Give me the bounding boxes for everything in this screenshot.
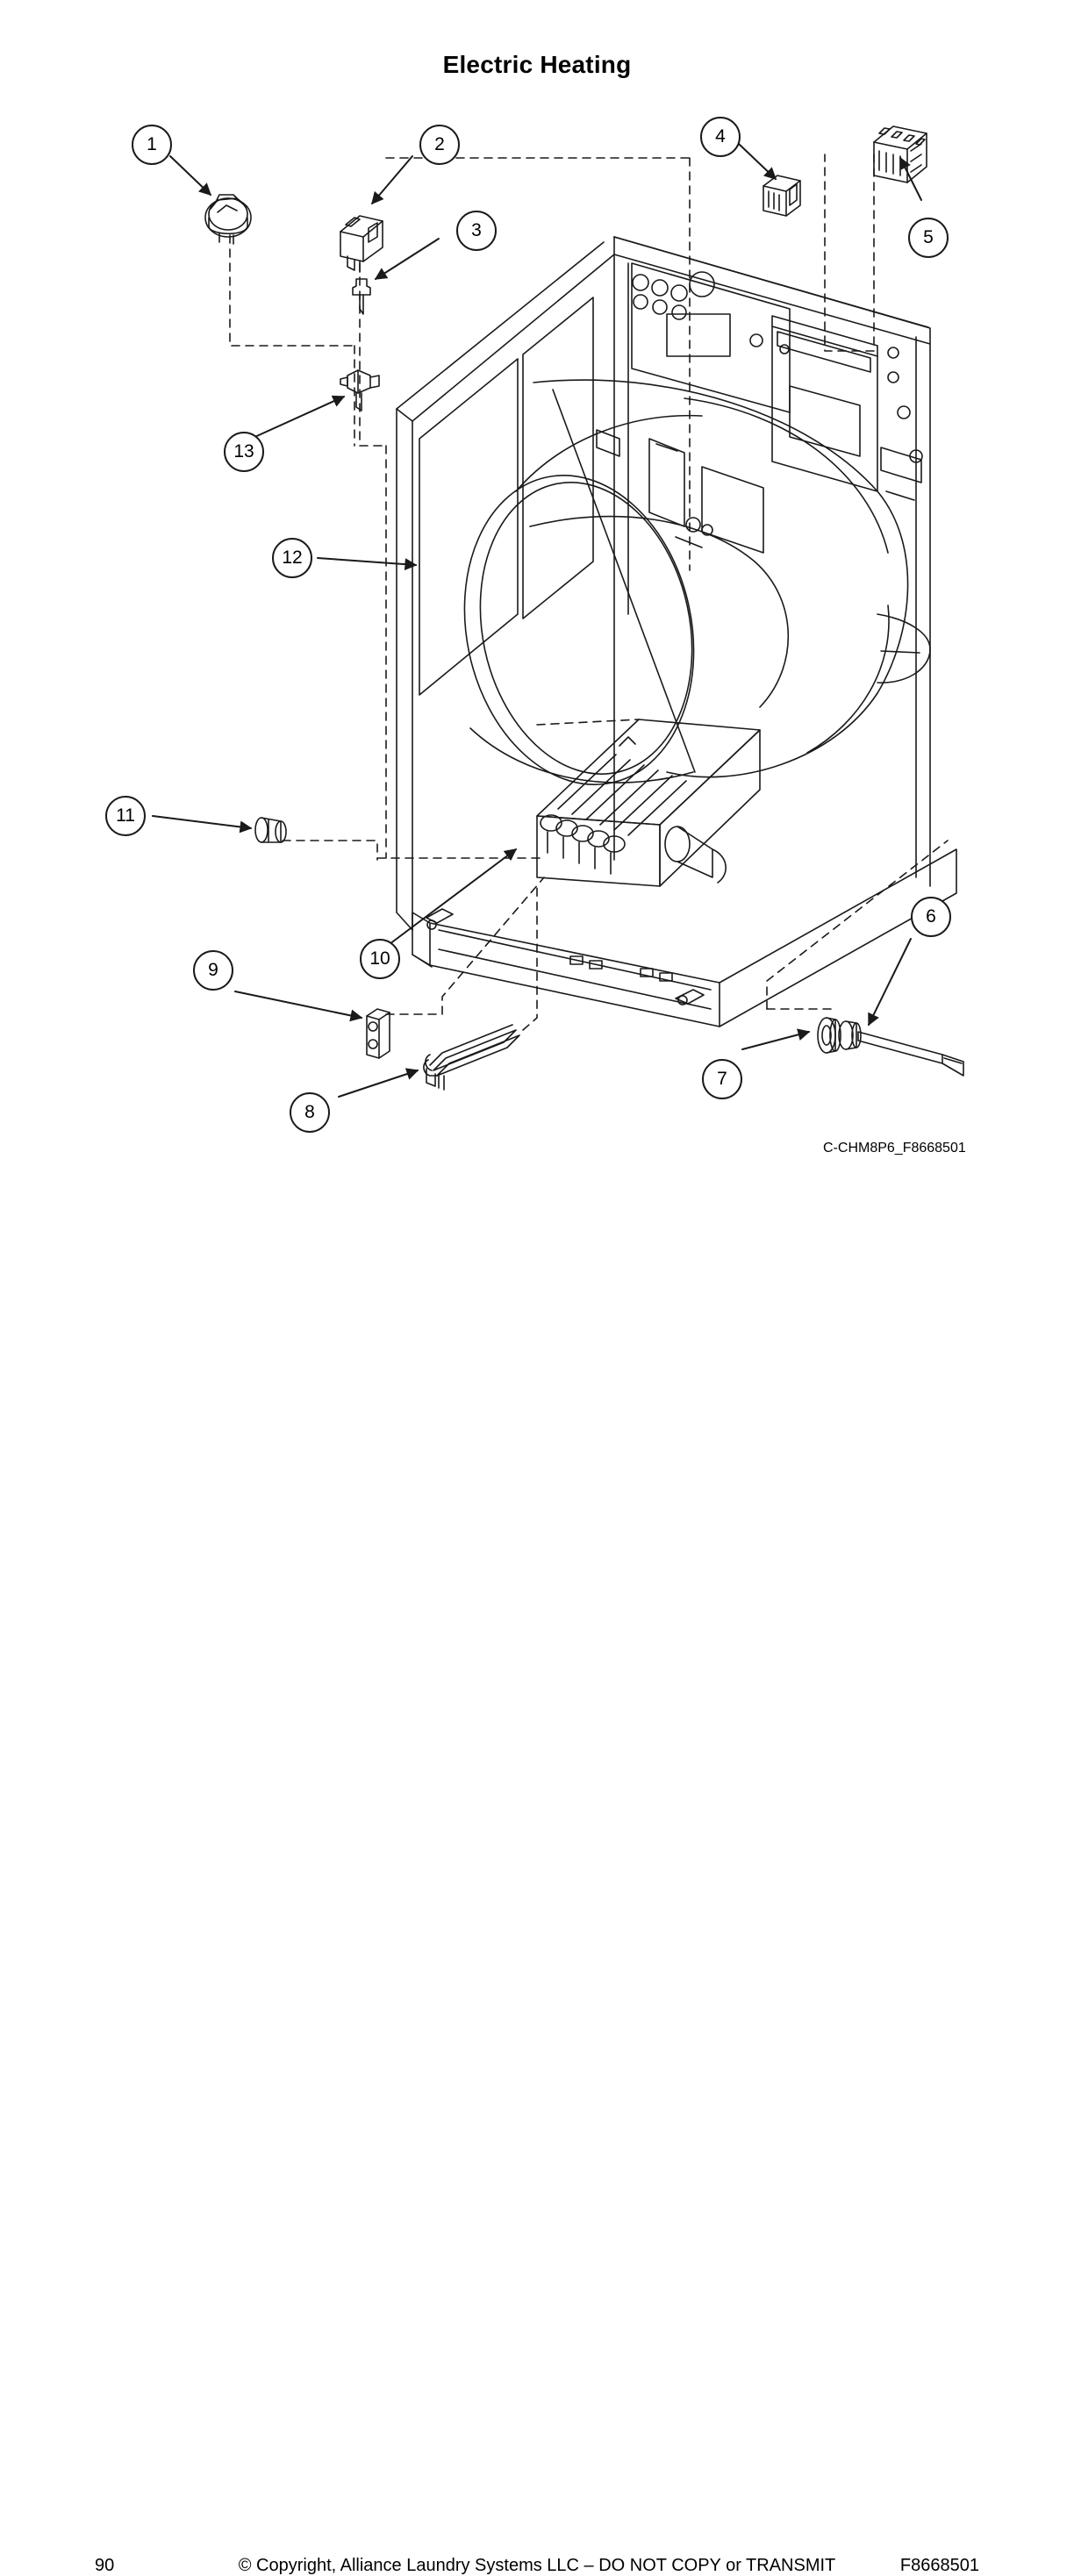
callout-11[interactable]: [105, 796, 146, 836]
callout-10[interactable]: [360, 939, 400, 979]
callout-label: 1: [147, 134, 157, 154]
callout-label: 5: [923, 227, 934, 247]
callout-label: 12: [282, 547, 303, 568]
callout-label: 10: [369, 948, 390, 969]
callout-7[interactable]: [702, 1059, 742, 1099]
page-number: 90: [95, 2556, 115, 2575]
callout-label: 7: [717, 1069, 727, 1089]
callout-1[interactable]: [132, 125, 172, 165]
callout-3[interactable]: [456, 211, 497, 251]
callout-8[interactable]: [290, 1092, 330, 1133]
callout-label: 6: [926, 906, 936, 927]
callout-label: 8: [304, 1102, 315, 1122]
callout-4[interactable]: [700, 117, 741, 157]
callout-label: 2: [434, 134, 445, 154]
callout-5[interactable]: [908, 218, 949, 258]
callout-label: 9: [208, 960, 218, 980]
callout-6[interactable]: [911, 897, 951, 937]
callout-label: 11: [116, 805, 135, 826]
callout-label: 13: [233, 441, 254, 462]
callout-2[interactable]: [419, 125, 460, 165]
callout-13[interactable]: [224, 432, 264, 472]
callout-9[interactable]: [193, 950, 233, 991]
callout-label: 4: [715, 126, 726, 147]
drawing-code: C-CHM8P6_F8668501: [823, 1141, 966, 1156]
callout-label: 3: [471, 220, 482, 240]
callout-12[interactable]: [272, 538, 312, 578]
page-title: Electric Heating: [442, 51, 632, 78]
copyright-notice: © Copyright, Alliance Laundry Systems LLC – DO NOT COPY or TRANSMIT: [238, 2556, 836, 2575]
document-number: F8668501: [899, 2556, 979, 2575]
